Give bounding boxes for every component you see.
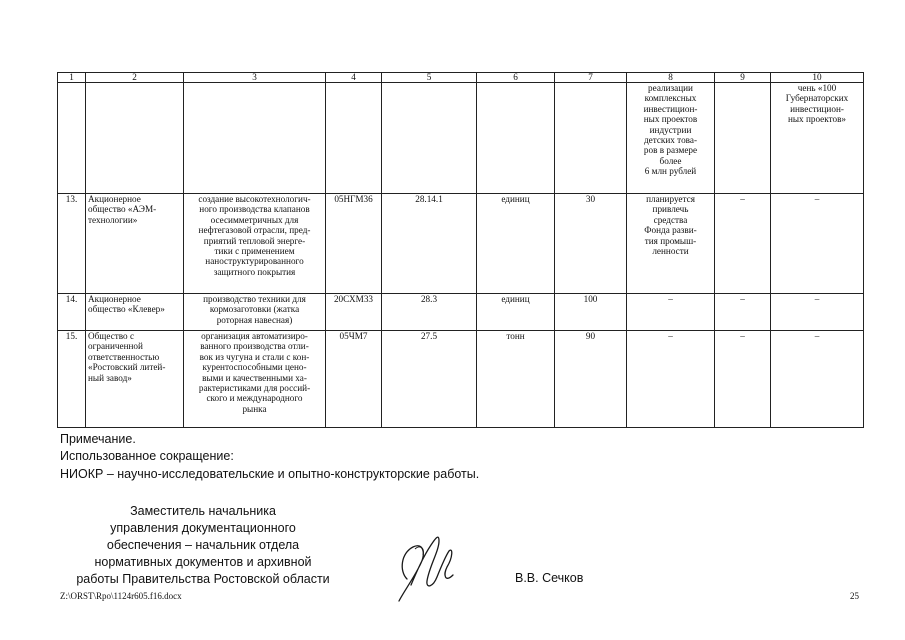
abbreviation-heading: Использованное сокращение: (60, 449, 234, 463)
col9-cell: – (715, 194, 771, 294)
quantity-cell: 90 (555, 331, 627, 428)
enterprises-table (57, 72, 864, 428)
unit-cell: единиц (477, 194, 555, 294)
signatory-title: Заместитель начальника управления документационного обеспечения – начальник отдела нормативных документов и архивной работы Правительства Ростовской области (76, 504, 330, 586)
col-header-10: 10 (771, 73, 864, 83)
support-cell: планируется привлечь средства Фонда разви- тия промыш- ленности (627, 194, 715, 294)
col-header-2: 2 (86, 73, 184, 83)
support-cell: – (627, 331, 715, 428)
project-description-cell: создание высокотехнологич- ного производства клапанов осесимметричных для нефтегазовой отрасли, пред- приятий тепловой энерге- тики с применением наноструктурированного защитного покрытия (184, 194, 326, 294)
col-header-4: 4 (326, 73, 382, 83)
col-header-3: 3 (184, 73, 326, 83)
col10-cell: – (771, 194, 864, 294)
col9-cell: – (715, 331, 771, 428)
col-header-5: 5 (382, 73, 477, 83)
okved-cell: 28.3 (382, 294, 477, 331)
okved-cell: 28.14.1 (382, 194, 477, 294)
support-cell: – (627, 294, 715, 331)
abbreviation-definition: НИОКР – научно-исследовательские и опытно-конструкторские работы. (60, 467, 480, 481)
organization-cell: Акционерное общество «АЭМ- технологии» (86, 194, 184, 294)
code-cell: 05НГМ36 (326, 194, 382, 294)
continuation-cell-10: чень «100 Губернаторских инвестицион- ных проектов» (771, 83, 864, 194)
col10-cell: – (771, 294, 864, 331)
organization-cell: Акционерное общество «Клевер» (86, 294, 184, 331)
okved-cell: 27.5 (382, 331, 477, 428)
col10-cell: – (771, 331, 864, 428)
organization-cell: Общество с ограниченной ответственностью «Ростовский литей- ный завод» (86, 331, 184, 428)
quantity-cell: 100 (555, 294, 627, 331)
header-row (58, 73, 864, 83)
page-number: 25 (850, 591, 859, 601)
table-row (58, 194, 864, 294)
code-cell: 05ЧМ7 (326, 331, 382, 428)
code-cell: 20СХМ33 (326, 294, 382, 331)
handwritten-signature (393, 527, 463, 607)
continuation-cell-8: реализации комплексных инвестицион- ных проектов индустрии детских това- ров в размере более 6 млн рублей (627, 83, 715, 194)
col-header-9: 9 (715, 73, 771, 83)
table-row (58, 331, 864, 428)
table-row (58, 294, 864, 331)
signatory-name: В.В. Сечков (515, 571, 584, 585)
row-number: 13. (58, 194, 86, 294)
project-description-cell: производство техники для кормозаготовки (жатка роторная навесная) (184, 294, 326, 331)
note-heading: Примечание. (60, 432, 136, 446)
row-number: 14. (58, 294, 86, 331)
col-header-6: 6 (477, 73, 555, 83)
table-row (58, 83, 864, 194)
col-header-8: 8 (627, 73, 715, 83)
project-description-cell: организация автоматизиро- ванного производства отли- вок из чугуна и стали с кон- курентоспособными цено- выми и качественными ха- рактеристиками для россий- ского и международного рынка (184, 331, 326, 428)
col9-cell: – (715, 294, 771, 331)
quantity-cell: 30 (555, 194, 627, 294)
col-header-1: 1 (58, 73, 86, 83)
unit-cell: единиц (477, 294, 555, 331)
col-header-7: 7 (555, 73, 627, 83)
file-path: Z:\ORST\Rpo\1124r605.f16.docx (60, 591, 182, 601)
row-number: 15. (58, 331, 86, 428)
unit-cell: тонн (477, 331, 555, 428)
